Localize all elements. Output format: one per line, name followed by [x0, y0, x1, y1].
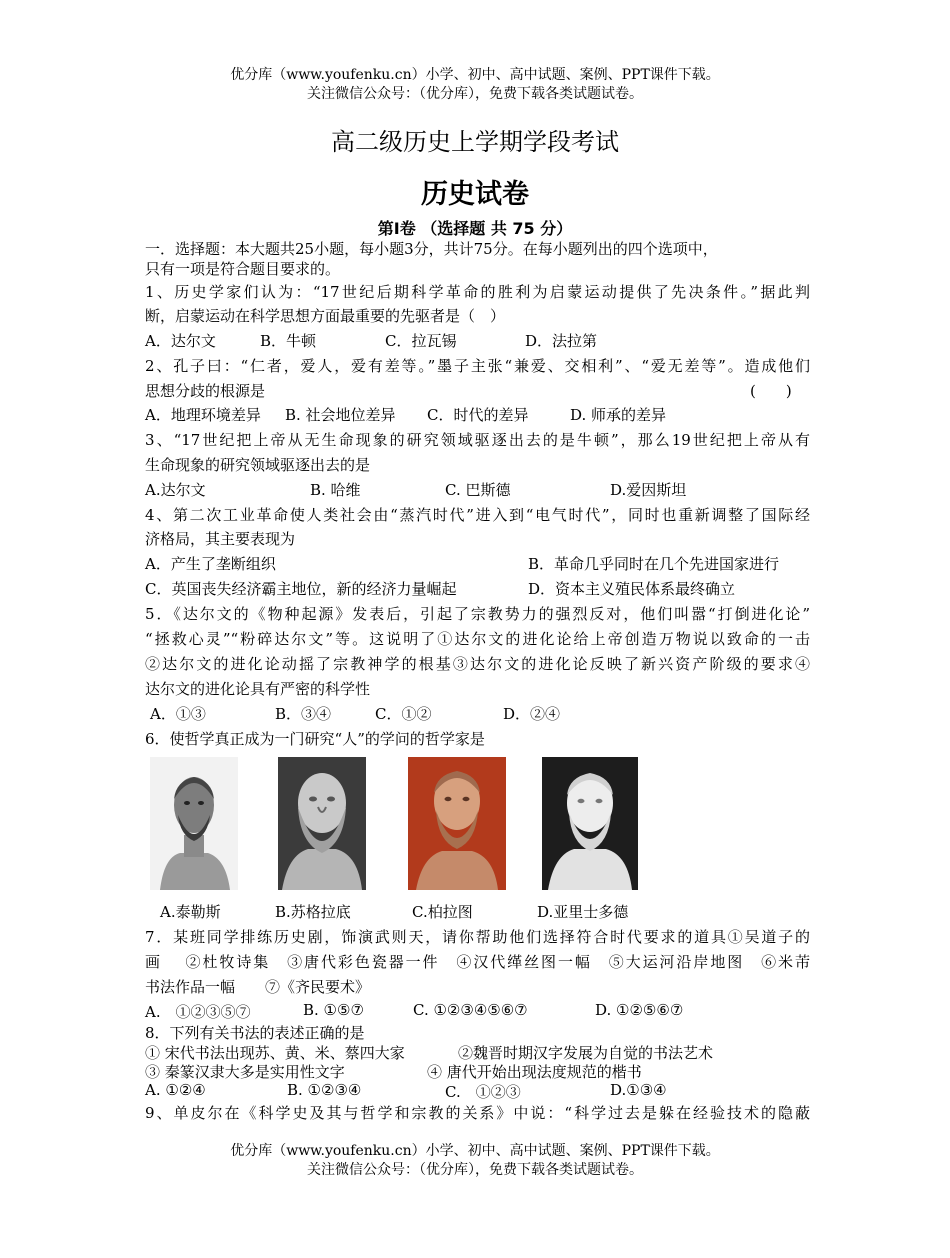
intro-line-2: 只有一项是符合题目要求的。 — [145, 260, 341, 278]
q7-option-b: B. ①⑤⑦ — [303, 1001, 364, 1019]
q8-option-b: B. ①②③④ — [287, 1081, 362, 1099]
q8-option-a: A. ①②④ — [145, 1081, 206, 1099]
q4-stem-line-2: 济格局，其主要表现为 — [145, 530, 296, 548]
q6-option-b: B.苏格拉底 — [275, 903, 351, 921]
q4-option-b: B．革命几乎同时在几个先进国家进行 — [528, 555, 780, 573]
q8-statement-3: ③ 秦篆汉隶大多是实用性文字 — [145, 1063, 345, 1081]
q2-option-a: A．地理环境差异 — [145, 406, 261, 424]
header-line-1: 优分库（www.youfenku.cn）小学、初中、高中试题、案例、PPT课件下载。 — [230, 67, 720, 83]
q3-stem-line-1: 3、“17世纪把上帝从无生命现象的研究领域驱逐出去的是牛顿”，那么19世纪把上帝从有 — [145, 431, 810, 449]
page-header — [0, 66, 950, 104]
q2-answer-paren: ( ) — [750, 382, 792, 400]
q5-option-a: A．①③ — [150, 705, 206, 723]
thales-bust-image — [150, 757, 238, 890]
q7-stem-line-2: 画 ②杜牧诗集 ③唐代彩色瓷器一件 ④汉代缂丝图一幅 ⑤大运河沿岸地图 ⑥米芾 — [145, 953, 810, 971]
q6-stem: 6．使哲学真正成为一门研究“人”的学问的哲学家是 — [145, 730, 485, 748]
q6-option-d: D.亚里士多德 — [537, 903, 629, 921]
q2-stem-line-1: 2、孔子曰：“仁者，爱人，爱有差等。”墨子主张“兼爱、交相利”、“爱无差等”。造成他们 — [145, 357, 810, 375]
q5-option-c: C．①② — [375, 705, 432, 723]
q1-option-b: B．牛顿 — [260, 332, 317, 350]
q8-statement-4: ④ 唐代开始出现法度规范的楷书 — [427, 1063, 642, 1081]
q1-stem-line-2: 断，启蒙运动在科学思想方面最重要的先驱者是（ ） — [145, 307, 506, 325]
q8-statement-2: ②魏晋时期汉字发展为自觉的书法艺术 — [458, 1044, 714, 1062]
q8-statement-1: ① 宋代书法出现苏、黄、米、蔡四大家 — [145, 1044, 405, 1062]
intro-line-1: 一．选择题：本大题共25小题，每小题3分，共计75分。在每小题列出的四个选项中， — [145, 240, 718, 258]
q4-option-d: D．资本主义殖民体系最终确立 — [528, 580, 736, 598]
q1-option-d: D．法拉第 — [525, 332, 598, 350]
q7-stem-line-3: 书法作品一幅 ⑦《齐民要术》 — [145, 978, 371, 996]
footer-line-2: 关注微信公众号：（优分库），免费下载各类试题试卷。 — [307, 1162, 643, 1178]
q6-option-a: A.泰勒斯 — [160, 903, 221, 921]
header-line-2: 关注微信公众号：（优分库），免费下载各类试题试卷。 — [307, 86, 643, 102]
exam-subtitle: 历史试卷 — [421, 179, 529, 210]
q7-option-a: A. ①②③⑤⑦ — [145, 1003, 251, 1021]
q8-option-c: C. ①②③ — [445, 1083, 521, 1101]
q7-stem-line-1: 7．某班同学排练历史剧，饰演武则天，请你帮助他们选择符合时代要求的道具①吴道子的 — [145, 928, 810, 946]
q2-option-d: D. 师承的差异 — [570, 406, 667, 424]
q2-option-b: B. 社会地位差异 — [285, 406, 396, 424]
q8-option-d: D.①③④ — [610, 1081, 667, 1099]
q1-option-c: C．拉瓦锡 — [385, 332, 457, 350]
philosopher-portraits — [150, 757, 650, 892]
q5-stem-line-2: “拯救心灵”“粉碎达尔文”等。这说明了①达尔文的进化论给上帝创造万物说以致命的一击 — [145, 630, 810, 648]
plato-bust-image — [408, 757, 506, 890]
q3-option-b: B. 哈维 — [310, 481, 361, 499]
q5-option-d: D．②④ — [503, 705, 561, 723]
page-footer — [0, 1142, 950, 1180]
q1-option-a: A．达尔文 — [145, 332, 216, 350]
q7-option-d: D. ①②⑤⑥⑦ — [595, 1001, 684, 1019]
q1-stem-line-1: 1、历史学家们认为：“17世纪后期科学革命的胜利为启蒙运动提供了先决条件。”据此判 — [145, 283, 810, 301]
q5-stem-line-4: 达尔文的进化论具有严密的科学性 — [145, 680, 371, 698]
q8-stem: 8．下列有关书法的表述正确的是 — [145, 1024, 365, 1042]
q2-stem-line-2 — [145, 380, 810, 401]
socrates-bust-image — [278, 757, 366, 890]
q3-stem-line-2: 生命现象的研究领域驱逐出去的是 — [145, 456, 371, 474]
q5-stem-line-1: 5．《达尔文的《物种起源》发表后，引起了宗教势力的强烈反对，他们叫嚣“打倒进化论” — [145, 605, 810, 623]
q4-stem-line-1: 4、第二次工业革命使人类社会由“蒸汽时代”进入到“电气时代”，同时也重新调整了国际经 — [145, 506, 810, 524]
q3-option-c: C. 巴斯德 — [445, 481, 511, 499]
q5-option-b: B．③④ — [275, 705, 332, 723]
aristotle-bust-image — [542, 757, 638, 890]
q3-option-a: A.达尔文 — [145, 481, 206, 499]
q2-stem-text: 思想分歧的根源是 — [145, 382, 266, 400]
footer-line-1: 优分库（www.youfenku.cn）小学、初中、高中试题、案例、PPT课件下载。 — [230, 1143, 720, 1159]
q3-option-d: D.爱因斯坦 — [610, 481, 687, 499]
q9-stem-line-1: 9、单皮尔在《科学史及其与哲学和宗教的关系》中说：“科学过去是躲在经验技术的隐蔽 — [145, 1104, 810, 1122]
q2-option-c: C．时代的差异 — [427, 406, 529, 424]
q4-option-a: A．产生了垄断组织 — [145, 555, 276, 573]
exam-title: 高二级历史上学期学段考试 — [331, 128, 619, 156]
q4-option-c: C．英国丧失经济霸主地位，新的经济力量崛起 — [145, 580, 457, 598]
section-heading: 第Ⅰ卷 （选择题 共 75 分） — [377, 219, 573, 238]
q6-option-c: C.柏拉图 — [412, 903, 473, 921]
q5-stem-line-3: ②达尔文的进化论动摇了宗教神学的根基③达尔文的进化论反映了新兴资产阶级的要求④ — [145, 655, 810, 673]
q7-option-c: C. ①②③④⑤⑥⑦ — [413, 1001, 528, 1019]
